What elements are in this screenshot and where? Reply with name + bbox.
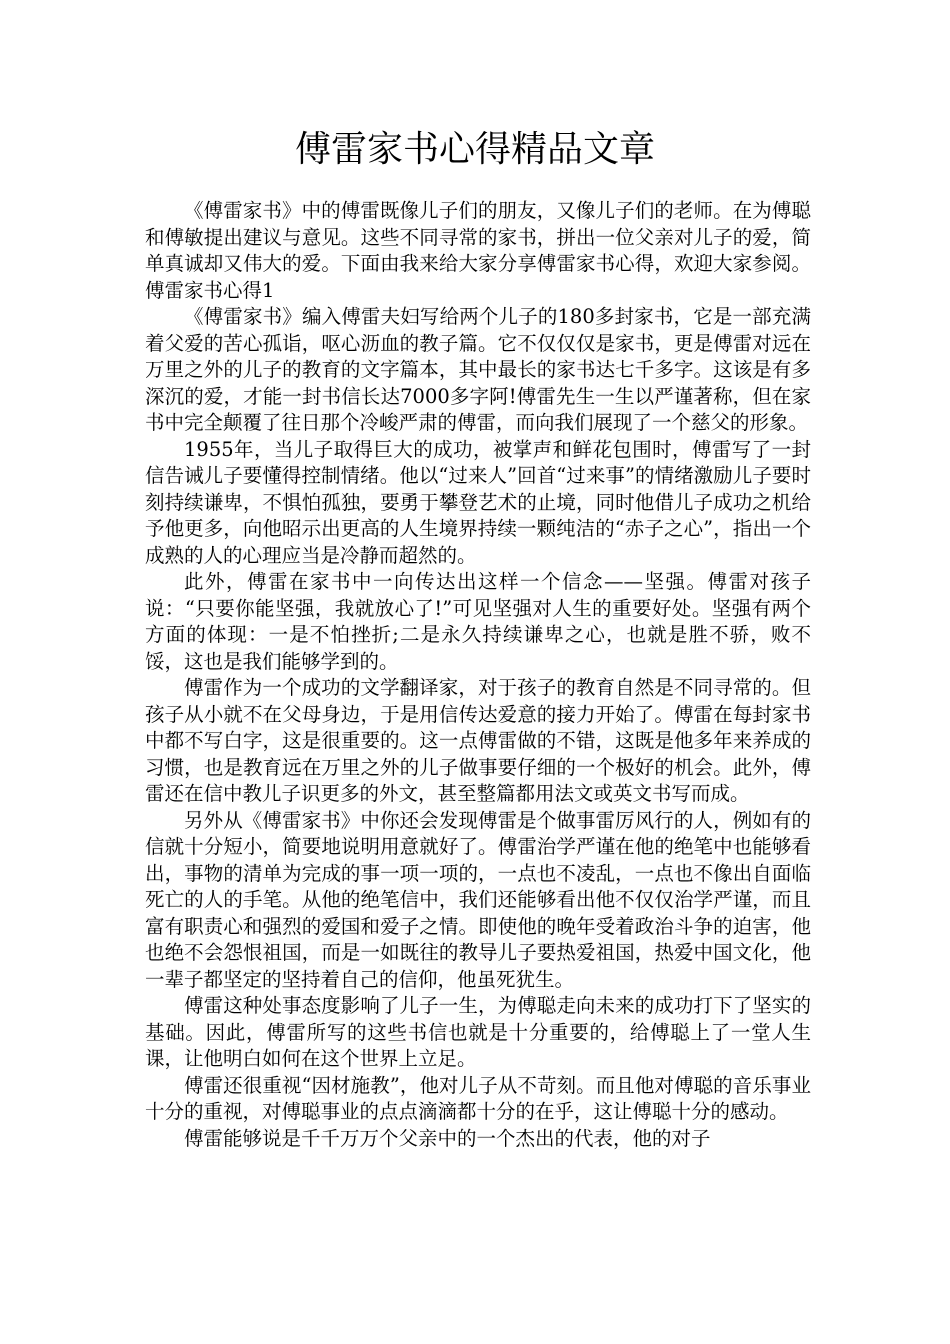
document-body (145, 198, 811, 1152)
paragraph: 傅雷还很重视“因材施教”，他对儿子从不苛刻。而且他对傅聪的音乐事业十分的重视，对傅聪事业的点点滴滴都十分的在乎，这让傅聪十分的感动。 (145, 1073, 811, 1123)
paragraph: 《傅雷家书》中的傅雷既像儿子们的朋友，又像儿子们的老师。在为傅聪和傅敏提出建议与意见。这些不同寻常的家书，拼出一位父亲对儿子的爱，简单真诚却又伟大的爱。下面由我来给大家分享傅雷家书心得，欢迎大家参阅。傅雷家书心得1 (145, 199, 811, 302)
paragraph: 傅雷这种处事态度影响了儿子一生，为傅聪走向未来的成功打下了坚实的基础。因此，傅雷所写的这些书信也就是十分重要的，给傅聪上了一堂人生课，让他明白如何在这个世界上立足。 (145, 994, 811, 1070)
paragraph: 此外，傅雷在家书中一向传达出这样一个信念——坚强。傅雷对孩子说：“只要你能坚强，我就放心了!”可见坚强对人生的重要好处。坚强有两个方面的体现：一是不怕挫折;二是永久持续谦卑之心，也就是胜不骄，败不馁，这也是我们能够学到的。 (145, 570, 811, 673)
document-title: 傅雷家书心得精品文章 (294, 129, 655, 170)
paragraph: 另外从《傅雷家书》中你还会发现傅雷是个做事雷厉风行的人，例如有的信就十分短小，简要地说明用意就好了。傅雷治学严谨在他的绝笔中也能够看出，事物的清单为完成的事一项一项的，一点也不凌乱，一点也不像出自面临死亡的人的手笔。从他的绝笔信中，我们还能够看出他不仅仅治学严谨，而且富有职责心和强烈的爱国和爱子之情。即使他的晚年受着政治斗争的迫害，他也绝不会怨恨祖国，而是一如既往的教导儿子要热爱祖国，热爱中国文化，他一辈子都坚定的坚持着自己的信仰，他虽死犹生。 (145, 808, 811, 991)
paragraph: 1955年，当儿子取得巨大的成功，被掌声和鲜花包围时，傅雷写了一封信告诫儿子要懂得控制情绪。他以“过来人”回首“过来事”的情绪激励儿子要时刻持续谦卑，不惧怕孤独，要勇于攀登艺术的止境，同时他借儿子成功之机给予他更多，向他昭示出更高的人生境界持续一颗纯洁的“赤子之心”，指出一个成熟的人的心理应当是冷静而超然的。 (145, 437, 811, 567)
paragraph: 傅雷能够说是千千万万个父亲中的一个杰出的代表，他的对子 (184, 1126, 711, 1150)
paragraph: 傅雷作为一个成功的文学翻译家，对于孩子的教育自然是不同寻常的。但孩子从小就不在父母身边，于是用信传达爱意的接力开始了。傅雷在每封家书中都不写白字，这是很重要的。这一点傅雷做的不错，这既是他多年来养成的习惯，也是教育远在万里之外的儿子做事要仔细的一个极好的机会。此外，傅雷还在信中教儿子识更多的外文，甚至整篇都用法文或英文书写而成。 (145, 676, 811, 805)
paragraph: 《傅雷家书》编入傅雷夫妇写给两个儿子的180多封家书，它是一部充满着父爱的苦心孤诣，呕心沥血的教子篇。它不仅仅仅是家书，更是傅雷对远在万里之外的儿子的教育的文字篇本，其中最长的家书达七千多字。这该是有多深沉的爱，才能一封书信长达7000多字阿!傅雷先生一生以严谨著称，但在家书中完全颠覆了往日那个冷峻严肃的傅雷，而向我们展现了一个慈父的形象。 (145, 305, 811, 434)
